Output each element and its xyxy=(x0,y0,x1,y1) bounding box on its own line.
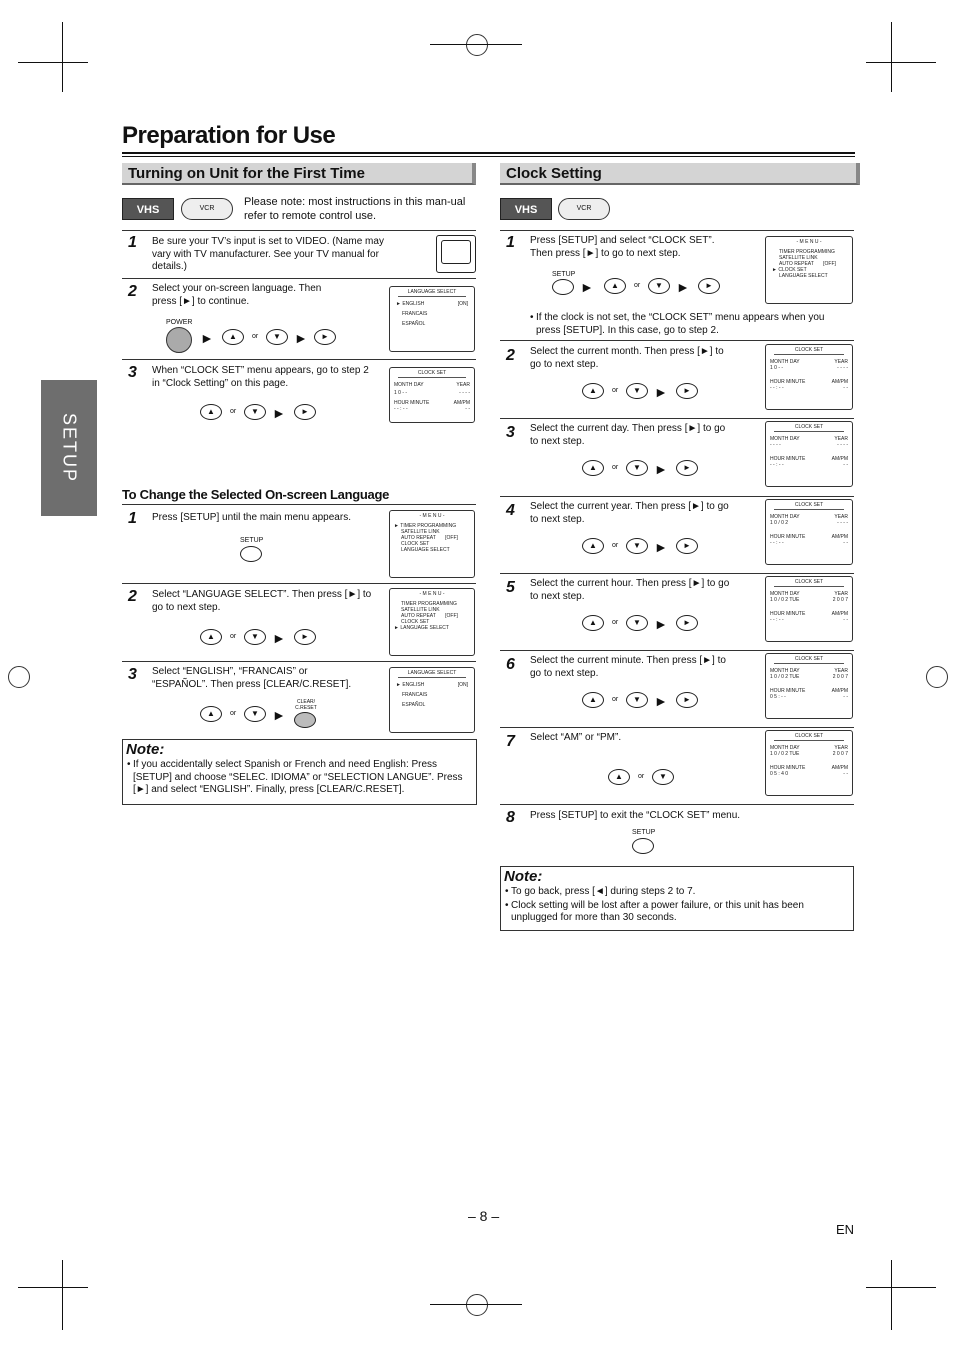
step-number: 2 xyxy=(128,283,137,300)
screen-title: - M E N U - xyxy=(419,591,445,597)
screen-label: YEAR xyxy=(456,382,470,388)
up-button[interactable]: ▲ xyxy=(200,404,222,420)
vcr-remote-icon: VCR xyxy=(181,198,233,220)
screen-label: YEAR xyxy=(834,745,848,751)
up-button[interactable]: ▲ xyxy=(200,629,222,645)
step-text: Press [SETUP] until the main menu appears. xyxy=(152,512,351,523)
screen-label: YEAR xyxy=(834,359,848,365)
up-button[interactable]: ▲ xyxy=(582,383,604,399)
up-button[interactable]: ▲ xyxy=(582,538,604,554)
or-label: or xyxy=(612,696,619,703)
note-text: • If you accidentally select Spanish or French and need English: Press [SETUP] and choose “SELEC. IDIOMA” or “SELECTION LANGUE”. Press [►] and select “ENGLISH”. Finally, press [CLEAR/C.RESET]. xyxy=(127,759,463,795)
divider xyxy=(500,230,854,231)
divider xyxy=(500,340,854,341)
screen-value: 0 5 : 4 0 xyxy=(770,771,789,777)
screen-title: LANGUAGE SELECT xyxy=(398,289,466,297)
screen-label: MONTH xyxy=(770,668,789,674)
screen-value: - - - - xyxy=(837,520,848,526)
arrow-icon: ► xyxy=(272,630,286,646)
screen-title: CLOCK SET xyxy=(774,579,844,587)
clock-set-screen xyxy=(765,499,853,565)
title-rule xyxy=(122,152,855,154)
main-menu-screen xyxy=(765,236,853,304)
right-button[interactable]: ► xyxy=(676,692,698,708)
clock-set-screen xyxy=(765,653,853,719)
step-number: 4 xyxy=(506,502,515,519)
screen-label: DAY xyxy=(789,591,800,597)
right-button[interactable]: ► xyxy=(676,383,698,399)
divider xyxy=(122,661,476,662)
pointer-icon: ► xyxy=(772,267,777,273)
divider xyxy=(500,804,854,805)
arrow-icon: ► xyxy=(676,279,690,295)
screen-value: - - : - - xyxy=(770,385,784,391)
tv-icon xyxy=(436,235,476,273)
screen-label: MINUTE xyxy=(786,379,806,385)
step-number: 1 xyxy=(506,234,515,251)
screen-value: - - : - - xyxy=(394,406,408,412)
registration-mark xyxy=(926,666,948,688)
screen-label: AM/PM xyxy=(831,456,848,462)
screen-label: YEAR xyxy=(834,514,848,520)
vhs-logo: VHS xyxy=(500,198,552,220)
clock-set-screen xyxy=(765,576,853,642)
or-label: or xyxy=(612,619,619,626)
screen-title: - M E N U - xyxy=(796,239,822,245)
right-button[interactable]: ► xyxy=(294,629,316,645)
screen-label: HOUR xyxy=(770,765,785,771)
setup-button[interactable] xyxy=(240,546,262,562)
up-button[interactable]: ▲ xyxy=(604,278,626,294)
screen-item: CLOCK SET xyxy=(401,619,430,625)
screen-value: 1 0 / 0 2 TUE xyxy=(770,751,800,757)
screen-value: - - : - - xyxy=(770,462,784,468)
screen-item: LANGUAGE SELECT xyxy=(400,625,449,631)
screen-label: HOUR xyxy=(394,400,409,406)
crop-mark xyxy=(891,22,892,92)
step-number: 7 xyxy=(506,733,515,750)
step-text: Press [SETUP] and select “CLOCK SET”. Then press [►] to go to next step. xyxy=(530,235,715,259)
screen-item: LANGUAGE SELECT xyxy=(779,273,828,279)
or-label: or xyxy=(634,282,641,289)
divider xyxy=(122,359,476,360)
down-button[interactable]: ▼ xyxy=(244,706,266,722)
pointer-icon: ► xyxy=(396,682,401,688)
screen-label: HOUR xyxy=(770,534,785,540)
screen-label: AM/PM xyxy=(831,534,848,540)
arrow-icon: ► xyxy=(654,461,668,477)
step-text: Select your on-screen language. Then press [►] to continue. xyxy=(152,283,322,307)
side-tab-label: SETUP xyxy=(59,412,80,484)
note-body: To go back, press [◄] during steps 2 to 7. xyxy=(511,886,696,897)
arrow-icon: ► xyxy=(654,539,668,555)
or-label: or xyxy=(638,773,645,780)
step-number: 1 xyxy=(128,234,137,251)
crop-mark xyxy=(430,44,522,45)
screen-label: YEAR xyxy=(834,436,848,442)
divider xyxy=(122,278,476,279)
step-text: When “CLOCK SET” menu appears, go to step 2 in “Clock Setting” on this page. xyxy=(152,365,369,389)
step-text: Select “AM” or “PM”. xyxy=(530,732,622,743)
crop-mark xyxy=(430,1304,522,1305)
step-text: Select “LANGUAGE SELECT”. Then press [►] to go to next step. xyxy=(152,589,372,613)
screen-value: 2 0 0 7 xyxy=(832,597,848,603)
power-label: POWER xyxy=(166,319,193,326)
screen-label: YEAR xyxy=(834,668,848,674)
crop-mark xyxy=(62,22,63,92)
arrow-icon: ► xyxy=(272,707,286,723)
pointer-icon: ► xyxy=(396,301,401,307)
screen-status: [ON] xyxy=(457,682,468,688)
screen-label: AM/PM xyxy=(831,688,848,694)
screen-label: AM/PM xyxy=(453,400,470,406)
screen-label: DAY xyxy=(789,668,800,674)
or-label: or xyxy=(252,333,259,340)
step-text: Select the current year. Then press [►] to go to next step. xyxy=(530,501,729,525)
screen-label: HOUR xyxy=(770,379,785,385)
arrow-icon: ► xyxy=(272,405,286,421)
screen-label: MONTH xyxy=(770,514,789,520)
divider xyxy=(500,573,854,574)
screen-item: CLOCK SET xyxy=(401,541,430,547)
screen-title: LANGUAGE SELECT xyxy=(398,670,466,678)
down-button[interactable]: ▼ xyxy=(648,278,670,294)
step-text: Select “ENGLISH”, “FRANCAIS” or “ESPAÑOL”. Then press [CLEAR/C.RESET]. xyxy=(152,666,352,690)
screen-label: AM/PM xyxy=(831,379,848,385)
arrow-icon: ► xyxy=(294,330,308,346)
screen-value: - - - - xyxy=(770,442,781,448)
divider xyxy=(122,230,476,231)
clock-set-screen xyxy=(389,367,475,423)
step-text: Be sure your TV’s input is set to VIDEO. (Name may vary with TV manufacturer. See your TV manual for details.) xyxy=(152,236,384,272)
pointer-icon: ► xyxy=(394,625,399,631)
screen-title: CLOCK SET xyxy=(774,656,844,664)
crop-mark xyxy=(891,1260,892,1330)
note-body: Clock setting will be lost after a power failure, or this unit has been unplugged for more than 30 seconds. xyxy=(511,899,804,923)
step-number: 1 xyxy=(128,510,137,527)
screen-value: - - xyxy=(843,771,848,777)
crop-mark xyxy=(18,62,88,63)
step-number: 3 xyxy=(128,666,137,683)
screen-item: AUTO REPEAT xyxy=(401,535,436,541)
screen-label: MONTH xyxy=(770,359,789,365)
up-button[interactable]: ▲ xyxy=(608,769,630,785)
screen-status: [OFF] xyxy=(445,535,458,541)
screen-value: - - xyxy=(843,462,848,468)
screen-title: CLOCK SET xyxy=(774,347,844,355)
screen-title: - M E N U - xyxy=(419,513,445,519)
note-item: • To go back, press [◄] during steps 2 to 7. xyxy=(505,886,696,897)
screen-label: MINUTE xyxy=(786,688,806,694)
screen-label: AM/PM xyxy=(831,765,848,771)
screen-value: - - xyxy=(843,694,848,700)
screen-item: ENGLISH xyxy=(402,301,425,307)
clock-set-screen xyxy=(765,344,853,410)
step-number: 3 xyxy=(128,364,137,381)
screen-label: MONTH xyxy=(770,745,789,751)
screen-value: - - : - - xyxy=(770,617,784,623)
screen-label: HOUR xyxy=(770,688,785,694)
screen-label: DAY xyxy=(789,436,800,442)
screen-item: FRANCAIS xyxy=(402,692,428,698)
screen-label: MINUTE xyxy=(786,765,806,771)
down-button[interactable]: ▼ xyxy=(244,629,266,645)
up-button[interactable]: ▲ xyxy=(582,615,604,631)
divider xyxy=(122,583,476,584)
step-text: Select the current minute. Then press [►] to go to next step. xyxy=(530,655,726,679)
down-button[interactable]: ▼ xyxy=(626,692,648,708)
clock-set-screen xyxy=(765,730,853,796)
screen-value: 1 0 - - xyxy=(394,390,408,396)
pointer-icon: ► xyxy=(394,523,399,529)
screen-label: DAY xyxy=(789,514,800,520)
screen-label: MINUTE xyxy=(786,611,806,617)
down-button[interactable]: ▼ xyxy=(266,329,288,345)
down-button[interactable]: ▼ xyxy=(626,460,648,476)
screen-item: AUTO REPEAT xyxy=(779,261,814,267)
setup-label: SETUP xyxy=(240,537,264,544)
arrow-icon: ► xyxy=(200,330,214,346)
right-button[interactable]: ► xyxy=(676,460,698,476)
divider xyxy=(500,727,854,728)
screen-label: MONTH xyxy=(770,591,789,597)
arrow-icon: ► xyxy=(654,384,668,400)
bullet-text: If the clock is not set, the “CLOCK SET” menu appears when you press [SETUP]. In this case, go to step 2. xyxy=(536,312,825,336)
screen-value: - - xyxy=(843,385,848,391)
power-button[interactable] xyxy=(166,327,192,353)
screen-label: MONTH xyxy=(394,382,413,388)
registration-mark xyxy=(466,34,488,56)
screen-item: ESPAÑOL xyxy=(402,702,426,708)
screen-item: SATELLITE LINK xyxy=(779,255,818,261)
screen-value: - - xyxy=(843,540,848,546)
right-button[interactable]: ► xyxy=(676,615,698,631)
screen-item: TIMER PROGRAMMING xyxy=(401,601,457,607)
screen-label: MINUTE xyxy=(786,456,806,462)
note-box-right xyxy=(500,866,854,931)
note-body: If you accidentally select Spanish or French and need English: Press [SETUP] and choose “SELEC. IDIOMA” or “SELECTION LANGUE”. Press [►] and select “ENGLISH”. Finally, press [CLEAR/C.RESET]. xyxy=(133,759,463,795)
step-number: 2 xyxy=(128,588,137,605)
right-button[interactable]: ► xyxy=(698,278,720,294)
setup-button[interactable] xyxy=(632,838,654,854)
screen-value: - - xyxy=(465,406,470,412)
down-button[interactable]: ▼ xyxy=(626,383,648,399)
screen-value: - - xyxy=(843,617,848,623)
note-item: • Clock setting will be lost after a power failure, or this unit has been unplugged for more than 30 seconds. xyxy=(505,899,804,923)
screen-value: 2 0 0 7 xyxy=(832,751,848,757)
screen-label: MONTH xyxy=(770,436,789,442)
screen-value: - - - - xyxy=(459,390,470,396)
step-text: Select the current month. Then press [►] to go to next step. xyxy=(530,346,724,370)
screen-label: DAY xyxy=(789,359,800,365)
arrow-icon: ► xyxy=(580,279,594,295)
divider xyxy=(500,650,854,651)
arrow-icon: ► xyxy=(654,693,668,709)
down-button[interactable]: ▼ xyxy=(244,404,266,420)
language-select-screen xyxy=(389,286,475,352)
screen-value: - - - - xyxy=(837,365,848,371)
intro-note: Please note: most instructions in this man-ual refer to remote control use. xyxy=(244,196,466,222)
screen-value: 1 0 - - xyxy=(770,365,784,371)
language-select-screen xyxy=(389,667,475,733)
step-text: Select the current hour. Then press [►] to go to next step. xyxy=(530,578,730,602)
screen-value: 0 5 : - - xyxy=(770,694,786,700)
vhs-logo: VHS xyxy=(122,198,174,220)
or-label: or xyxy=(612,387,619,394)
note-box-left xyxy=(122,739,477,805)
subheading-change-language: To Change the Selected On-screen Language xyxy=(122,487,390,502)
right-button[interactable]: ► xyxy=(314,329,336,345)
note-heading: Note: xyxy=(504,868,543,885)
screen-status: [OFF] xyxy=(823,261,836,267)
note-heading: Note: xyxy=(126,741,165,758)
screen-item: TIMER PROGRAMMING xyxy=(779,249,835,255)
screen-value: 1 0 / 0 2 TUE xyxy=(770,597,800,603)
registration-mark xyxy=(8,666,30,688)
screen-value: 2 0 0 7 xyxy=(832,674,848,680)
registration-mark xyxy=(466,1294,488,1316)
step-text: Select the current day. Then press [►] to go to next step. xyxy=(530,423,726,447)
step-number: 2 xyxy=(506,347,515,364)
step-number: 6 xyxy=(506,656,515,673)
screen-label: YEAR xyxy=(834,591,848,597)
screen-item: CLOCK SET xyxy=(778,267,807,273)
crop-mark xyxy=(866,1287,936,1288)
screen-value: - - : - - xyxy=(770,540,784,546)
up-button[interactable]: ▲ xyxy=(222,329,244,345)
step-number: 5 xyxy=(506,579,515,596)
language-code: EN xyxy=(836,1222,855,1237)
divider xyxy=(500,418,854,419)
page-title: Preparation for Use xyxy=(122,122,336,149)
divider xyxy=(500,496,854,497)
screen-label: DAY xyxy=(413,382,424,388)
screen-item: ENGLISH xyxy=(402,682,425,688)
screen-label: HOUR xyxy=(770,456,785,462)
down-button[interactable]: ▼ xyxy=(626,538,648,554)
or-label: or xyxy=(612,542,619,549)
crop-mark xyxy=(866,62,936,63)
or-label: or xyxy=(612,464,619,471)
main-menu-screen xyxy=(389,588,475,656)
screen-title: CLOCK SET xyxy=(774,733,844,741)
right-button[interactable]: ► xyxy=(676,538,698,554)
setup-button[interactable] xyxy=(552,279,574,295)
setup-label: SETUP xyxy=(552,271,576,278)
crop-mark xyxy=(62,1260,63,1330)
main-menu-screen xyxy=(389,510,475,578)
screen-label: MINUTE xyxy=(410,400,430,406)
screen-label: MINUTE xyxy=(786,534,806,540)
screen-item: AUTO REPEAT xyxy=(401,613,436,619)
screen-label: HOUR xyxy=(770,611,785,617)
step-number: 8 xyxy=(506,809,515,826)
section-heading-clock-setting: Clock Setting xyxy=(500,163,860,185)
down-button[interactable]: ▼ xyxy=(626,615,648,631)
screen-item: ESPAÑOL xyxy=(402,321,426,327)
setup-label: SETUP xyxy=(632,829,656,836)
crop-mark xyxy=(18,1287,88,1288)
screen-item: FRANCAIS xyxy=(402,311,428,317)
or-label: or xyxy=(230,408,237,415)
down-button[interactable]: ▼ xyxy=(652,769,674,785)
up-button[interactable]: ▲ xyxy=(200,706,222,722)
or-label: or xyxy=(230,633,237,640)
screen-title: CLOCK SET xyxy=(774,424,844,432)
setup-side-tab xyxy=(41,380,97,516)
screen-item: SATELLITE LINK xyxy=(401,529,440,535)
screen-status: [OFF] xyxy=(445,613,458,619)
screen-title: CLOCK SET xyxy=(398,370,466,378)
section-heading-first-time: Turning on Unit for the First Time xyxy=(122,163,476,185)
step1-bullet: • If the clock is not set, the “CLOCK SET” menu appears when you press [SETUP]. In this case, go to step 2. xyxy=(530,312,850,337)
or-label: or xyxy=(230,710,237,717)
vcr-remote-icon: VCR xyxy=(558,198,610,220)
title-rule xyxy=(122,156,855,157)
clear-reset-label: CLEAR/ C.RESET xyxy=(295,699,317,711)
arrow-icon: ► xyxy=(654,616,668,632)
screen-status: [ON] xyxy=(457,301,468,307)
divider xyxy=(122,504,476,505)
screen-label: AM/PM xyxy=(831,611,848,617)
screen-title: CLOCK SET xyxy=(774,502,844,510)
step-text: Press [SETUP] to exit the “CLOCK SET” menu. xyxy=(530,810,741,821)
screen-value: - - - - xyxy=(837,442,848,448)
page-number: – 8 – xyxy=(468,1208,500,1224)
right-button[interactable]: ► xyxy=(294,404,316,420)
screen-label: DAY xyxy=(789,745,800,751)
up-button[interactable]: ▲ xyxy=(582,460,604,476)
screen-item: LANGUAGE SELECT xyxy=(401,547,450,553)
clear-reset-button[interactable] xyxy=(294,712,316,728)
screen-value: 1 0 / 0 2 TUE xyxy=(770,674,800,680)
screen-item: TIMER PROGRAMMING xyxy=(400,523,457,529)
up-button[interactable]: ▲ xyxy=(582,692,604,708)
clock-set-screen xyxy=(765,421,853,487)
screen-item: SATELLITE LINK xyxy=(401,607,440,613)
step-number: 3 xyxy=(506,424,515,441)
screen-value: 1 0 / 0 2 xyxy=(770,520,789,526)
